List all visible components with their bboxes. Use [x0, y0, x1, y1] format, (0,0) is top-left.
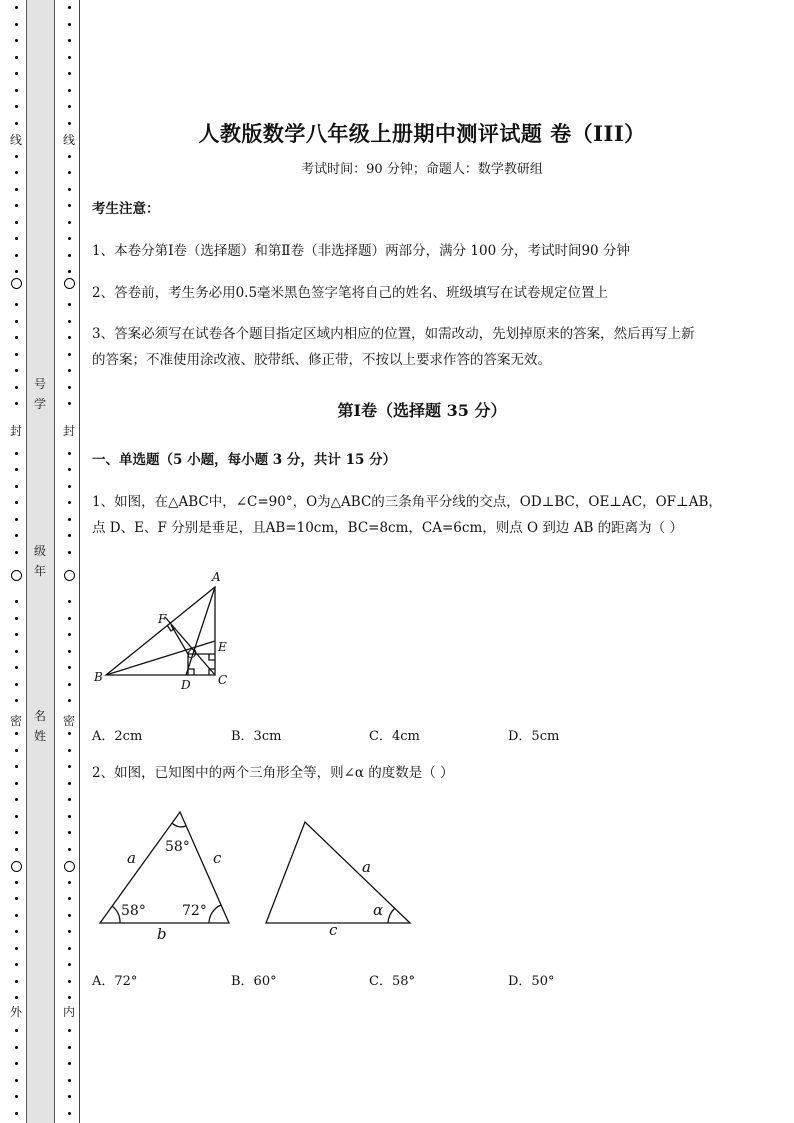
outer-label-feng: 封: [9, 424, 22, 438]
inner-label-feng: 封: [62, 424, 75, 438]
cut-line-dot: [15, 765, 18, 768]
cut-line-dot: [15, 551, 18, 554]
cut-line-dot: [15, 930, 18, 933]
cut-line-dot: [68, 930, 71, 933]
cut-line-dot: [15, 963, 18, 966]
cut-line-dot: [15, 386, 18, 389]
student-id-label-1: 号: [33, 377, 46, 391]
fig1-label-o: O: [187, 647, 197, 661]
fig2-side2-c: c: [329, 921, 338, 939]
bisector-b: [106, 641, 215, 675]
fig1-label-f: F: [158, 612, 167, 626]
cut-line-dot: [68, 254, 71, 257]
notice-item-3-line-2: 的答案；不准使用涂改液、胶带纸、修正带，不按以上要求作答的答案无效。: [92, 352, 551, 368]
cut-line-dot: [15, 1062, 18, 1065]
cut-line-dot: [68, 320, 71, 323]
cut-line-circle: [64, 861, 75, 872]
cut-line-dot: [68, 386, 71, 389]
cut-line-dot: [15, 798, 18, 801]
cut-line-dot: [68, 650, 71, 653]
section-title: 第Ⅰ卷（选择题 35 分）: [337, 401, 507, 420]
cut-line-dot: [15, 122, 18, 125]
angle-arc-top: [172, 823, 186, 827]
student-id-label-2: 学: [33, 397, 46, 411]
notice-item-2: 2、答卷前，考生务必用0.5毫米黑色签字笔将自己的姓名、班级填写在试卷规定位置上: [92, 285, 609, 301]
fig1-label-e: E: [218, 640, 227, 654]
cut-line-dot: [15, 452, 18, 455]
triangle-right: [266, 822, 410, 923]
grade-label-2: 年: [33, 564, 46, 578]
cut-line-dot: [15, 848, 18, 851]
outer-dotted-cut-line: [9, 0, 23, 1123]
cut-line-dot: [68, 633, 71, 636]
cut-line-circle: [11, 861, 22, 872]
cut-line-dot: [15, 204, 18, 207]
name-label-2: 姓: [33, 729, 46, 743]
part-heading: 一、单选题（5 小题，每小题 3 分，共计 15 分）: [92, 452, 397, 468]
cut-line-dot: [15, 72, 18, 75]
cut-line-dot: [68, 1029, 71, 1032]
cut-line-dot: [68, 1112, 71, 1115]
cut-line-dot: [68, 881, 71, 884]
notice-item-1: 1、本卷分第Ⅰ卷（选择题）和第Ⅱ卷（非选择题）两部分，满分 100 分，考试时间90 分钟: [92, 243, 630, 259]
cut-line-dot: [15, 402, 18, 405]
cut-line-dot: [15, 534, 18, 537]
cut-line-dot: [15, 897, 18, 900]
cut-line-dot: [68, 1095, 71, 1098]
cut-line-dot: [68, 303, 71, 306]
cut-line-dot: [15, 782, 18, 785]
cut-line-dot: [15, 600, 18, 603]
question-1-line-1: 1、如图，在△ABC中，∠C=90°，O为△ABC的三条角平分线的交点，OD⊥BC，OE⊥AC，OF⊥AB，: [92, 494, 722, 510]
cut-line-dot: [68, 485, 71, 488]
fig1-label-d: D: [181, 678, 191, 692]
cut-line-dot: [68, 204, 71, 207]
cut-line-dot: [68, 683, 71, 686]
cut-line-dot: [15, 221, 18, 224]
cut-line-dot: [68, 6, 71, 9]
cut-line-dot: [68, 699, 71, 702]
triangle-left: [100, 812, 229, 923]
bisector-c: [165, 617, 215, 675]
cut-line-dot: [15, 1029, 18, 1032]
angle-arc-right: [209, 905, 221, 923]
cut-line-dot: [15, 155, 18, 158]
cut-line-dot: [15, 303, 18, 306]
cut-line-dot: [68, 221, 71, 224]
cut-line-dot: [68, 72, 71, 75]
question-2-option-a[interactable]: A．72°: [92, 974, 138, 989]
cut-line-dot: [15, 270, 18, 273]
cut-line-dot: [68, 353, 71, 356]
cut-line-dot: [15, 666, 18, 669]
notice-item-3-line-1: 3、答案必须写在试卷各个题目指定区域内相应的位置，如需改动，先划掉原来的答案，然后再写上新: [92, 326, 695, 342]
cut-line-dot: [68, 815, 71, 818]
fig2-side-a: a: [127, 849, 136, 867]
inner-label-nei: 内: [62, 1005, 75, 1019]
cut-line-dot: [68, 518, 71, 521]
fig2-side2-a: a: [362, 858, 371, 876]
cut-line-dot: [15, 732, 18, 735]
cut-line-dot: [68, 600, 71, 603]
cut-line-dot: [68, 1079, 71, 1082]
cut-line-dot: [68, 798, 71, 801]
cut-line-dot: [68, 831, 71, 834]
exam-subtitle: 考试时间：90 分钟；命题人：数学教研组: [301, 162, 543, 177]
cut-line-dot: [68, 188, 71, 191]
cut-line-dot: [68, 749, 71, 752]
cut-line-dot: [15, 815, 18, 818]
cut-line-dot: [68, 468, 71, 471]
cut-line-dot: [15, 881, 18, 884]
cut-line-dot: [15, 831, 18, 834]
cut-line-circle: [64, 278, 75, 289]
cut-line-dot: [68, 336, 71, 339]
fig2-side-b: b: [157, 925, 167, 943]
cut-line-dot: [68, 1046, 71, 1049]
cut-line-dot: [68, 171, 71, 174]
cut-line-dot: [68, 23, 71, 26]
cut-line-dot: [15, 1046, 18, 1049]
cut-line-dot: [68, 848, 71, 851]
question-1-option-a[interactable]: A．2cm: [92, 729, 143, 744]
cut-line-dot: [15, 56, 18, 59]
question-2-option-b[interactable]: B．60°: [231, 974, 277, 989]
cut-line-dot: [68, 617, 71, 620]
cut-line-dot: [68, 89, 71, 92]
cut-line-dot: [15, 947, 18, 950]
question-1-option-d[interactable]: D．5cm: [508, 729, 560, 744]
cut-line-dot: [68, 914, 71, 917]
cut-line-dot: [15, 485, 18, 488]
cut-line-dot: [68, 980, 71, 983]
cut-line-dot: [15, 353, 18, 356]
angle-arc-alpha: [388, 908, 395, 923]
cut-line-dot: [68, 270, 71, 273]
question-2-figure: [92, 805, 422, 945]
grade-label-1: 级: [33, 544, 46, 558]
cut-line-dot: [68, 732, 71, 735]
cut-line-dot: [68, 105, 71, 108]
cut-line-dot: [68, 947, 71, 950]
cut-line-dot: [68, 551, 71, 554]
cut-line-dot: [15, 996, 18, 999]
cut-line-dot: [15, 320, 18, 323]
inner-label-mi: 密: [62, 714, 75, 728]
cut-line-dot: [15, 188, 18, 191]
cut-line-dot: [15, 39, 18, 42]
inner-dotted-cut-line: [62, 0, 76, 1123]
cut-line-circle: [11, 278, 22, 289]
cut-line-dot: [15, 23, 18, 26]
cut-line-dot: [68, 1062, 71, 1065]
cut-line-dot: [15, 237, 18, 240]
question-1-option-b[interactable]: B．3cm: [231, 729, 282, 744]
question-1-line-2: 点 D、E、F 分别是垂足，且AB=10cm，BC=8cm，CA=6cm，则点 O 到边 AB 的距离为（ ）: [92, 520, 683, 536]
cut-line-dot: [68, 369, 71, 372]
question-1-figure: [92, 566, 242, 696]
right-angle-mark-e: [209, 654, 215, 660]
cut-line-dot: [68, 56, 71, 59]
cut-line-dot: [68, 155, 71, 158]
question-2-option-c[interactable]: C．58°: [369, 974, 415, 989]
cut-line-circle: [11, 570, 22, 581]
fig1-label-b: B: [94, 670, 103, 684]
cut-line-dot: [68, 237, 71, 240]
cut-line-dot: [15, 369, 18, 372]
fig2-angle-top: 58°: [165, 839, 190, 855]
cut-line-dot: [15, 254, 18, 257]
cut-line-dot: [15, 518, 18, 521]
binding-strip: [26, 0, 55, 1123]
question-2-line-1: 2、如图，已知图中的两个三角形全等，则∠α 的度数是（ ）: [92, 765, 454, 781]
notice-heading: 考生注意：: [92, 201, 160, 217]
cut-line-dot: [68, 501, 71, 504]
cut-line-dot: [15, 749, 18, 752]
outer-label-mi: 密: [9, 714, 22, 728]
fig1-label-c: C: [218, 673, 228, 687]
fig2-alpha: α: [373, 901, 384, 919]
cut-line-dot: [68, 534, 71, 537]
outer-label-wai: 外: [9, 1005, 22, 1019]
cut-line-dot: [68, 996, 71, 999]
cut-line-dot: [68, 402, 71, 405]
inner-label-xian: 线: [62, 133, 75, 147]
cut-line-dot: [68, 39, 71, 42]
cut-line-dot: [15, 633, 18, 636]
cut-line-dot: [15, 650, 18, 653]
fig2-angle-left: 58°: [121, 903, 146, 919]
cut-line-dot: [68, 122, 71, 125]
cut-line-dot: [15, 980, 18, 983]
cut-line-dot: [15, 89, 18, 92]
margin-rule: [79, 0, 80, 1123]
right-angle-mark-d: [188, 669, 194, 675]
fig1-label-a: A: [212, 570, 221, 584]
cut-line-dot: [68, 782, 71, 785]
cut-line-dot: [15, 6, 18, 9]
question-2-option-d[interactable]: D．50°: [508, 974, 555, 989]
cut-line-dot: [15, 1079, 18, 1082]
cut-line-dot: [15, 1095, 18, 1098]
cut-line-dot: [15, 501, 18, 504]
cut-line-dot: [15, 699, 18, 702]
angle-arc-left: [112, 906, 120, 923]
cut-line-dot: [15, 171, 18, 174]
cut-line-dot: [68, 666, 71, 669]
cut-line-dot: [15, 336, 18, 339]
cut-line-dot: [68, 765, 71, 768]
cut-line-dot: [15, 683, 18, 686]
cut-line-dot: [15, 468, 18, 471]
triangle-abc: [106, 587, 215, 675]
fig2-angle-right: 72°: [182, 903, 207, 919]
exam-title: 人教版数学八年级上册期中测评试题 卷（III）: [198, 121, 646, 146]
cut-line-dot: [68, 897, 71, 900]
cut-line-dot: [68, 963, 71, 966]
name-label-1: 名: [33, 709, 46, 723]
cut-line-dot: [15, 617, 18, 620]
fig2-side-c: c: [213, 849, 222, 867]
cut-line-dot: [15, 914, 18, 917]
question-1-option-c[interactable]: C．4cm: [369, 729, 420, 744]
bisector-a: [186, 587, 215, 675]
cut-line-circle: [64, 570, 75, 581]
cut-line-dot: [15, 105, 18, 108]
cut-line-dot: [68, 452, 71, 455]
outer-label-xian: 线: [9, 133, 22, 147]
cut-line-dot: [15, 1112, 18, 1115]
